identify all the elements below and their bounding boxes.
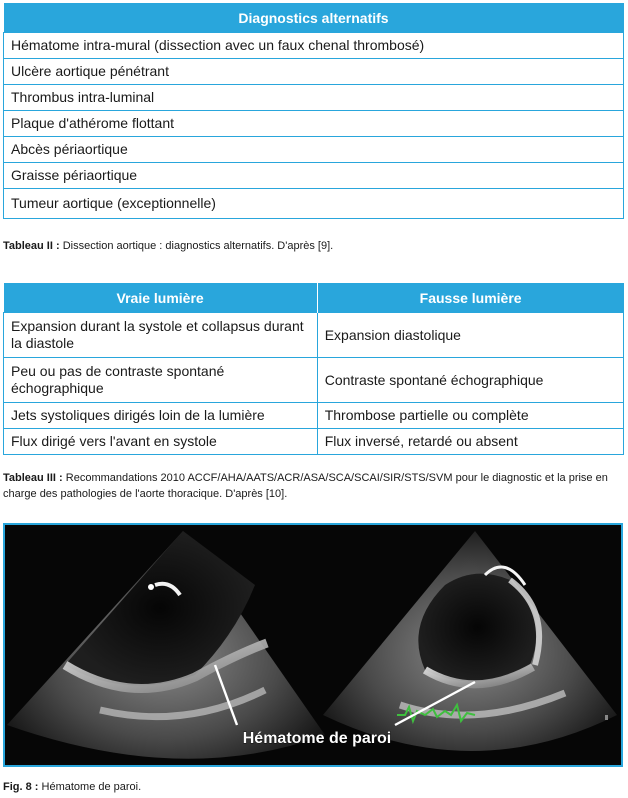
caption-label: Tableau III : (3, 472, 63, 484)
table-row (4, 163, 624, 189)
table-row (4, 429, 624, 455)
caption-label: Tableau II : (3, 240, 60, 252)
ultrasound-image (5, 525, 621, 765)
figure-caption (3, 779, 625, 795)
table-row (4, 111, 624, 137)
table-row (4, 358, 624, 403)
caption-text: Hématome de paroi. (38, 781, 142, 793)
table-cell: Ulcère aortique pénétrant (4, 59, 624, 85)
table-row (4, 59, 624, 85)
table-row (4, 189, 624, 219)
caption-text: Recommandations 2010 ACCF/AHA/AATS/ACR/ASA/SCA/SCAI/SIR/STS/SVM pour le diagnostic et la prise en charge des pathologies de l'aorte thoracique. D'après [10]. (3, 472, 608, 500)
table-cell: Peu ou pas de contraste spontané échographique (4, 358, 318, 403)
caption-label: Fig. 8 : (3, 781, 39, 793)
table-cell: Abcès périaortique (4, 137, 624, 163)
table-cell: Plaque d'athérome flottant (4, 111, 624, 137)
true-false-lumen-table (3, 283, 624, 455)
table-cell: Expansion durant la systole et collapsus durant la diastole (4, 313, 318, 358)
alternative-diagnoses-table (3, 3, 624, 219)
table-cell: Expansion diastolique (317, 313, 623, 358)
table-cell: Hématome intra-mural (dissection avec un faux chenal thrombosé) (4, 33, 624, 59)
table-header-false-lumen: Fausse lumière (317, 283, 623, 313)
table-cell: Flux inversé, retardé ou absent (317, 429, 623, 455)
table-cell: Flux dirigé vers l'avant en systole (4, 429, 318, 455)
table-header: Diagnostics alternatifs (4, 3, 624, 33)
table-cell: Tumeur aortique (exceptionnelle) (4, 189, 624, 219)
table-header-true-lumen: Vraie lumière (4, 283, 318, 313)
table-row (4, 313, 624, 358)
table-cell: Thrombose partielle ou complète (317, 403, 623, 429)
table-row (4, 33, 624, 59)
echocardiography-figure (3, 523, 623, 767)
table-row (4, 85, 624, 111)
caption-text: Dissection aortique : diagnostics alternatifs. D'après [9]. (59, 240, 334, 252)
table-cell: Thrombus intra-luminal (4, 85, 624, 111)
table-row (4, 137, 624, 163)
table-cell: Contraste spontané échographique (317, 358, 623, 403)
table-caption (3, 470, 625, 502)
figure-annotation: Hématome de paroi (242, 730, 392, 747)
table-row (4, 403, 624, 429)
table-caption (3, 238, 625, 254)
table-cell: Jets systoliques dirigés loin de la lumière (4, 403, 318, 429)
table-cell: Graisse périaortique (4, 163, 624, 189)
